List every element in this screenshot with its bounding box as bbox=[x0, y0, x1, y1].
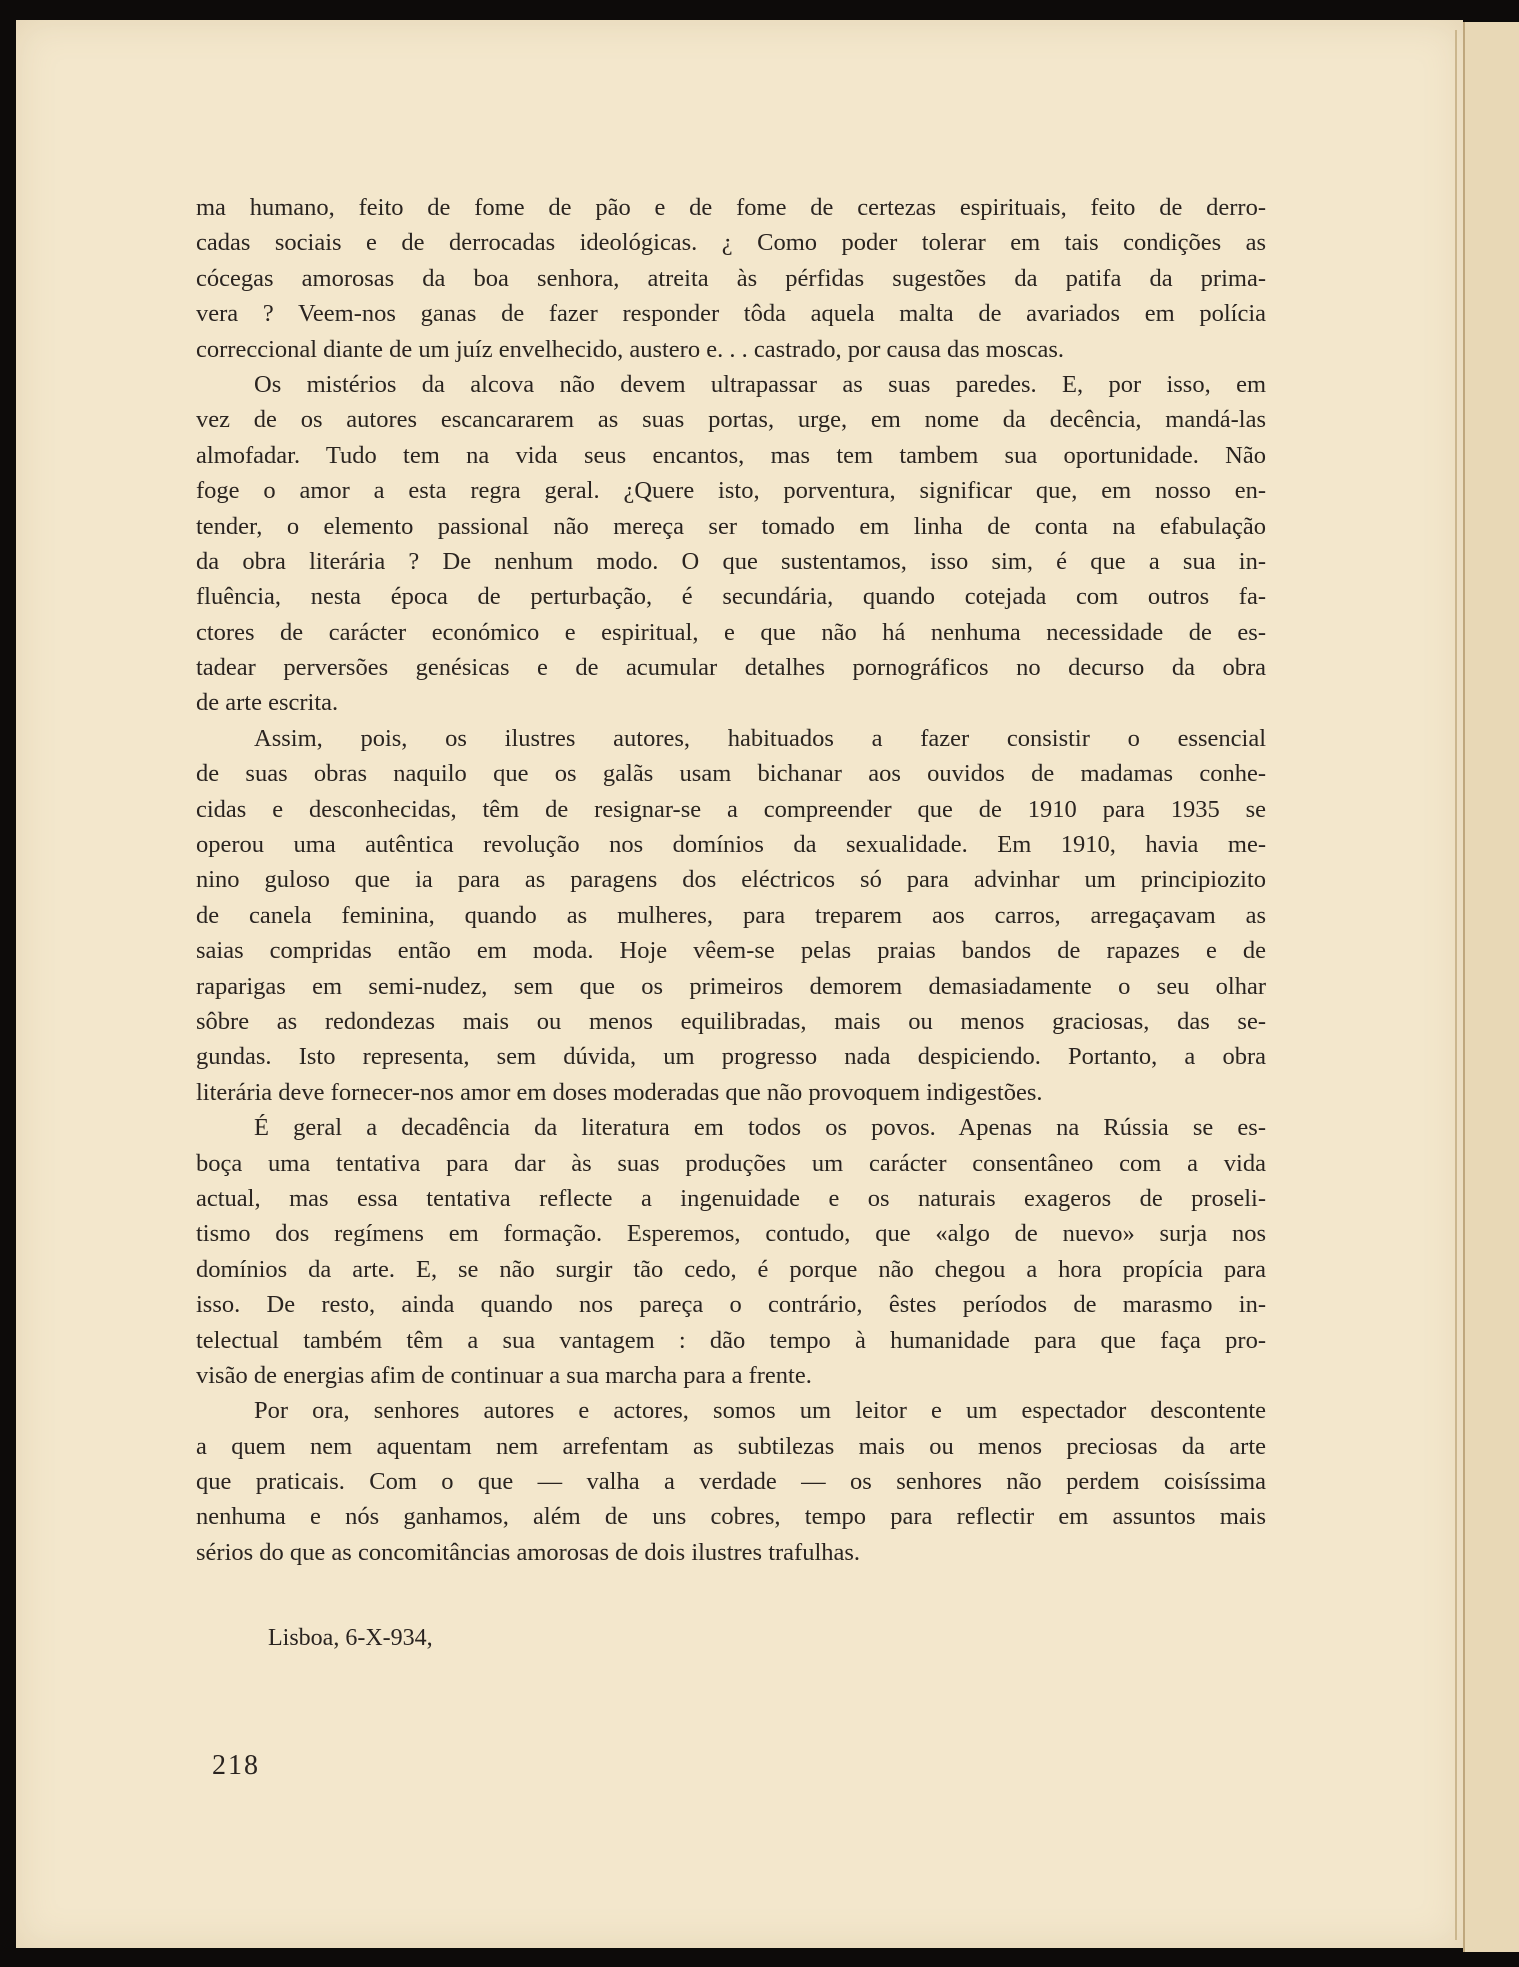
text-line: cidas e desconhecidas, têm de resignar-se a compreender que de 1910 para 1935 se bbox=[196, 795, 1266, 823]
next-page-edge bbox=[1463, 22, 1519, 1952]
text-line: de canela feminina, quando as mulheres, para treparem aos carros, arregaçavam as bbox=[196, 901, 1266, 929]
text-line: Por ora, senhores autores e actores, somos um leitor e um espectador descontente bbox=[254, 1397, 1266, 1425]
text-line: de arte escrita. bbox=[196, 689, 339, 717]
text-line: domínios da arte. E, se não surgir tão cedo, é porque não chegou a hora propícia para bbox=[196, 1255, 1266, 1283]
text-line: telectual também têm a sua vantagem : dão tempo à humanidade para que faça pro- bbox=[196, 1326, 1266, 1354]
text-line: gundas. Isto representa, sem dúvida, um progresso nada despiciendo. Portanto, a obra bbox=[196, 1043, 1266, 1071]
text-line: cócegas amorosas da boa senhora, atreita às pérfidas sugestões da patifa da prima- bbox=[196, 264, 1266, 292]
text-line: Os mistérios da alcova não devem ultrapassar as suas paredes. E, por isso, em bbox=[254, 370, 1266, 398]
text-line: tismo dos regímens em formação. Esperemos, contudo, que «algo de nuevo» surja nos bbox=[196, 1220, 1266, 1248]
text-line: ma humano, feito de fome de pão e de fome de certezas espirituais, feito de derro- bbox=[196, 194, 1266, 221]
text-line: visão de energias afim de continuar a sua marcha para a frente. bbox=[196, 1361, 812, 1389]
text-line: saias compridas então em moda. Hoje vêem-se pelas praias bandos de rapazes e de bbox=[196, 937, 1266, 965]
text-line: almofadar. Tudo tem na vida seus encantos, mas tem tambem sua oportunidade. Não bbox=[196, 441, 1266, 469]
text-line: vera ? Veem-nos ganas de fazer responder tôda aquela malta de avariados em polícia bbox=[196, 300, 1266, 328]
text-line: É geral a decadência da literatura em todos os povos. Apenas na Rússia se es- bbox=[254, 1114, 1266, 1142]
text-line: que praticais. Com o que — valha a verdade — os senhores não perdem coisíssima bbox=[196, 1468, 1266, 1496]
text-line: sérios do que as concomitâncias amorosas de dois ilustres trafulhas. bbox=[196, 1538, 861, 1566]
text-line: vez de os autores escancararem as suas portas, urge, em nome da decência, mandá-las bbox=[196, 406, 1266, 434]
text-line: literária deve fornecer-nos amor em doses moderadas que não provoquem indigestões. bbox=[196, 1078, 1043, 1106]
text-line: nino guloso que ia para as paragens dos eléctricos só para advinhar um principiozito bbox=[196, 866, 1266, 894]
text-line: ctores de carácter económico e espiritual, e que não há nenhuma necessidade de es- bbox=[196, 618, 1266, 646]
text-line: Assim, pois, os ilustres autores, habituados a fazer consistir o essencial bbox=[254, 724, 1266, 752]
text-line: de suas obras naquilo que os galãs usam bichanar aos ouvidos de madamas conhe- bbox=[196, 760, 1266, 788]
dateline: Lisboa, 6-X-934, bbox=[268, 1625, 433, 1651]
text-line: da obra literária ? De nenhum modo. O que sustentamos, isso sim, é que a sua in- bbox=[196, 547, 1266, 575]
text-line: operou uma autêntica revolução nos domínios da sexualidade. Em 1910, havia me- bbox=[196, 831, 1266, 859]
body-text bbox=[196, 190, 1266, 1570]
text-line: a quem nem aquentam nem arrefentam as subtilezas mais ou menos preciosas da arte bbox=[196, 1432, 1266, 1460]
text-line: foge o amor a esta regra geral. ¿Quere isto, porventura, significar que, em nosso en- bbox=[196, 477, 1266, 505]
text-line: boça uma tentativa para dar às suas produções um carácter consentâneo com a vida bbox=[196, 1149, 1266, 1177]
text-line: isso. De resto, ainda quando nos pareça o contrário, êstes períodos de marasmo in- bbox=[196, 1291, 1266, 1319]
text-line: cadas sociais e de derrocadas ideológicas. ¿ Como poder tolerar em tais condições as bbox=[196, 229, 1266, 257]
page-number: 218 bbox=[212, 1750, 260, 1781]
text-line: raparigas em semi-nudez, sem que os primeiros demorem demasiadamente o seu olhar bbox=[196, 972, 1266, 1000]
text-line: tadear perversões genésicas e de acumular detalhes pornográficos no decurso da obra bbox=[196, 654, 1266, 682]
text-line: tender, o elemento passional não mereça ser tomado em linha de conta na efabulação bbox=[196, 512, 1266, 540]
text-line: correccional diante de um juíz envelhecido, austero e. . . castrado, por causa das moscas. bbox=[196, 335, 1065, 363]
text-line: fluência, nesta época de perturbação, é secundária, quando cotejada com outros fa- bbox=[196, 583, 1266, 611]
text-line: actual, mas essa tentativa reflecte a ingenuidade e os naturais exageros de proseli- bbox=[196, 1184, 1266, 1212]
page-gutter bbox=[1455, 30, 1457, 1940]
text-line: nenhuma e nós ganhamos, além de uns cobres, tempo para reflectir em assuntos mais bbox=[196, 1503, 1266, 1531]
text-line: sôbre as redondezas mais ou menos equilibradas, mais ou menos graciosas, das se- bbox=[196, 1007, 1266, 1035]
